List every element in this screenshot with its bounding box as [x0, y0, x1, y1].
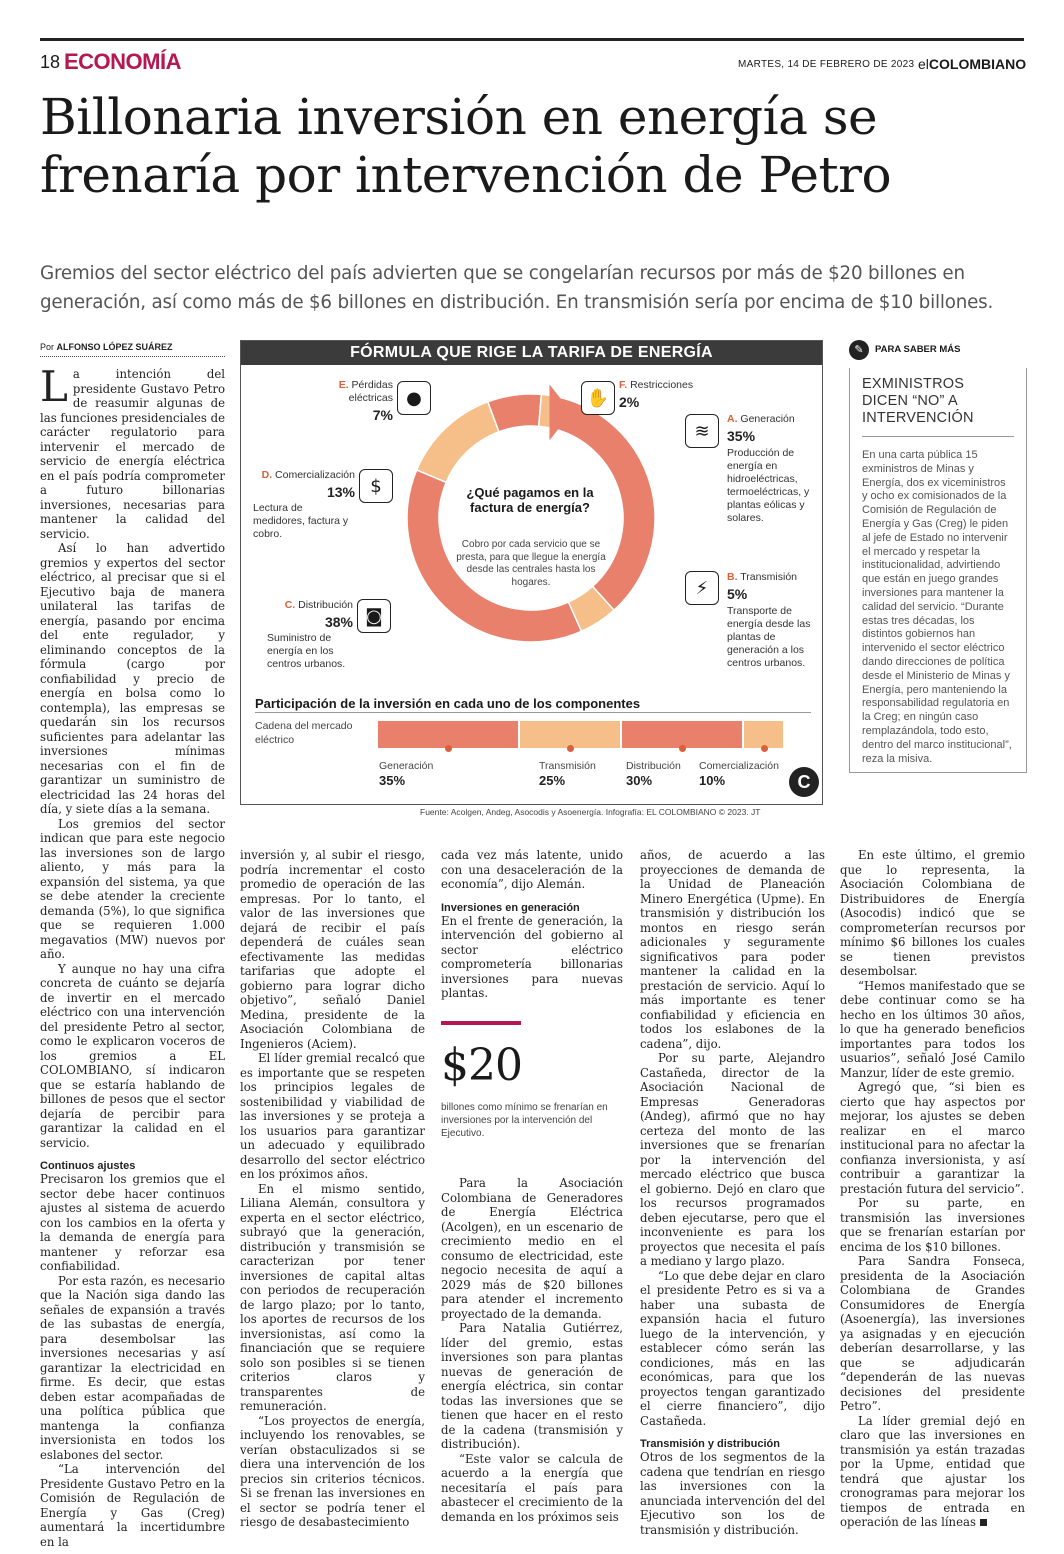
paragraph: Para la Asociación Colombiana de Generadores de Energía Eléctrica (Acolgen), en un escenario de crecimiento medio en el consumo de electricidad, este negocio necesita de aquí a 2029 más de $20 billones para atender el incremento proyectado de la demanda. — [441, 1176, 623, 1321]
label-name: Generación — [740, 413, 795, 425]
byline-author: ALFONSO LÓPEZ SUÁREZ — [56, 342, 173, 352]
highlight-rule — [441, 1021, 521, 1025]
label-letter: C. — [284, 599, 296, 611]
bar-label — [539, 759, 596, 788]
label-letter: A. — [727, 413, 738, 425]
segment-marker — [761, 745, 768, 752]
label-percent: 13% — [326, 484, 355, 500]
label-distribucion — [267, 599, 353, 671]
drop-cap: L — [40, 362, 68, 411]
bar-segment-comercializaci-n — [744, 721, 783, 748]
label-perdidas — [303, 379, 393, 423]
headline: Billonaria inversión en energía se frenaría por intervención de Petro — [40, 88, 892, 204]
label-description: Lectura de medidores, factura y cobro. — [253, 502, 349, 540]
bar-segment-transmisi-n — [520, 721, 620, 748]
paragraph: Para Natalia Gutiérrez, líder del gremio, estas inversiones son para plantas nuevas de generación de energía eléctrica, sin contar todas las inversiones que se tienen que hacer en el resto de la cadena (transmisión y distribución). — [441, 1321, 623, 1451]
paragraph: Para Sandra Fonseca, presidenta de la Asociación Colombiana de Grandes Consumidores de Energía (Asoenergía), las inversiones ya asignadas y en ejecución deberían desarrollarse, y las que se adjudicarán “dependerán de las nuevas decisiones del presidente Petro”. — [840, 1254, 1025, 1413]
restriction-hand-icon: ✋ — [581, 381, 615, 415]
article-column-5 — [840, 848, 1025, 1530]
brand-prefix: el — [918, 56, 929, 72]
page-number: 18 — [40, 52, 61, 72]
newspaper-logo[interactable] — [918, 56, 1026, 72]
subhead: Continuos ajustes — [40, 1160, 136, 1172]
paragraph: Los gremios del sector indican que para este negocio las inversiones son de largo aliento, y más para la expansión del sistema, ya que se debe atender la creciente demanda (5%), lo que significa que se requieren 1.000 megavatios (MW) nuevos por año. — [40, 816, 225, 961]
article-column-3-bottom — [441, 1176, 623, 1524]
paragraph-text: a intención del presidente Gustavo Petro de reasumir algunas de las funciones presidenciales de carácter regulatorio para intervenir el mercado de servicio de energía eléctrica en el país podría comprometer a futuro billonarias inversiones, necesarias para mantener la calidad del servicio. — [40, 367, 225, 541]
paragraph: Agregó que, “si bien es cierto que hay aspectos por mejorar, los ajustes se deben realizar en el marco institucional para no afectar la confianza inversionista, y así contribuir a garantizar la prestación futura del servicio”. — [840, 1080, 1025, 1196]
bar-label-percent: 25% — [539, 773, 566, 788]
money-icon: $ — [359, 469, 393, 503]
label-name: Pérdidas eléctricas — [348, 379, 393, 404]
sidebar-kicker — [849, 340, 1027, 360]
byline-prefix: Por — [40, 342, 55, 352]
infographic-source: Fuente: Acolgen, Andeg, Asocodis y Asoenergía. Infografía: EL COLOMBIANO © 2023. JT — [420, 807, 761, 817]
subchart-title: Participación de la inversión en cada uno de los componentes — [255, 696, 641, 711]
paragraph: Otros de los segmentos de la cadena que tendrían en riesgo las inversiones con la anunciada intervención del del Ejecutivo son los de transmisión y distribución. — [640, 1450, 825, 1537]
subchart-rule — [255, 712, 811, 713]
lightbulb-icon: ✎ — [849, 340, 869, 360]
sidebar-box — [849, 368, 1027, 773]
donut-center-text: Cobro por cada servicio que se presta, para que llegue la energía desde las centrales hasta los hogares. — [456, 539, 606, 588]
dam-icon: ≋ — [685, 414, 719, 448]
label-percent: 35% — [727, 428, 756, 444]
paragraph: años, de acuerdo a las proyecciones de demanda de la Unidad de Planeación Minero Energética (Upme). En transmisión y distribución los montos en riesgo serán adicionales y seguramente significativos para poder mantener la calidad en la prestación de servicio. Aquí lo más importante es tener confiabilidad y eficiencia en todos los eslabones de la cadena”, dijo. — [640, 848, 825, 1051]
issue-date: MARTES, 14 DE FEBRERO DE 2023 — [738, 59, 915, 70]
paragraph: cada vez más latente, unido con una desaceleración de la economía”, dijo Alemán. — [441, 848, 623, 891]
bar-label-percent: 10% — [699, 773, 726, 788]
donut-center-question: ¿Qué pagamos en la factura de energía? — [466, 485, 594, 515]
highlight-caption: billones como mínimo se frenarían en inversiones por la intervención del Ejecutivo. — [441, 1102, 608, 1139]
dek: Gremios del sector eléctrico del país advierten que se congelarían recursos por más de $20 billones en generación, así como más de $6 billones en distribución. En transmisión sería por encima de $10 billones. — [40, 263, 994, 313]
label-percent: 2% — [619, 394, 640, 410]
subhead: Inversiones en generación — [441, 901, 580, 914]
paragraph — [840, 1414, 1025, 1530]
segment-marker — [679, 745, 686, 752]
byline — [40, 342, 225, 357]
paragraph-text: La líder gremial dejó en claro que las inversiones en transmisión ya están trazadas por la Upme, entidad que tendrá que ajustar los cronogramas para mejorar los tiempos de entrada en operación de las líneas — [840, 1413, 1025, 1529]
paragraph: En el frente de generación, la intervención del gobierno al sector eléctrico comprometería billonarias inversiones para nuevas plantas. — [441, 913, 623, 1000]
infographic — [240, 340, 823, 805]
label-name: Comercialización — [275, 469, 355, 481]
paragraph: “Este valor se calcula de acuerdo a la energía que necesitaría el país para abastecer el crecimiento de la demanda en los próximos seis — [441, 1451, 623, 1524]
paragraph: En el mismo sentido, Liliana Alemán, consultora y experta en el sector eléctrico, subrayó que la generación, distribución y transmisión se caracterizan por tener inversiones de capital altas con periodos de recuperación de largo plazo; por lo tanto, los aportes de recursos de los inversionistas, así como la financiación que se requiere solo son posibles si se tienen criterios claros y transparentes de remuneración. — [240, 1181, 425, 1413]
paragraph: Así lo han advertido gremios y expertos del sector eléctrico, al precisar que si el Ejecutivo baja de manera unilateral las tarifas de energía, pasando por encima del ente regulador, y eliminando conceptos de la fórmula (cargo por confiabilidad y precio de energía en bolsa como lo contempla), las empresas se quedarán sin los recursos suficientes para adelantar las inversiones mínimas necesarias con el fin de garantizar un suministro de electricidad las 24 horas del día, y siete días a la semana. — [40, 541, 225, 816]
thief-mask-icon: ● — [397, 381, 431, 415]
label-comercializacion — [253, 469, 355, 541]
paragraph: “La intervención del Presidente Gustavo Petro en la Comisión de Regulación de Energía y Gas (Creg) aumentará la incertidumbre en la — [40, 1462, 225, 1549]
sidebar-title: EXMINISTROS DICEN “NO” A INTERVENCIÓN — [862, 368, 1014, 437]
label-name: Distribución — [298, 599, 353, 611]
label-restricciones — [619, 379, 719, 410]
segment-marker — [567, 745, 574, 752]
paragraph: inversión y, al subir el riesgo, podría incrementar el costo promedio de operación de las empresas. Por lo tanto, el valor de las inversiones que dejará de recibir el país dependerá de cuáles sean efectivamente las medidas tarifarias que adopte el gobierno para lograr dicho objetivo”, señaló Daniel Medina, presidente de la Asociación Colombiana de Ingenieros (Aciem). — [240, 848, 425, 1051]
label-percent: 38% — [324, 614, 353, 630]
bar-label-percent: 30% — [626, 773, 653, 788]
label-transmision — [727, 571, 821, 670]
power-outlet-icon: ◙ — [357, 599, 391, 633]
label-letter: D. — [261, 469, 273, 481]
bar-label — [379, 759, 433, 788]
highlight-number: $20 — [441, 1040, 522, 1091]
paragraph: Precisaron los gremios que el sector debe hacer continuos ajustes al sistema de acuerdo con los cambios en la oferta y la demanda de energía para mantener y reforzar esa confiabilidad. — [40, 1172, 225, 1273]
paragraph: El líder gremial recalcó que es importante que se respeten los principios legales de sostenibilidad y viabilidad de las inversiones y se proteja a los usuarios para garantizar un adecuado y equilibrado desarrollo del sector eléctrico en los próximos años. — [240, 1051, 425, 1181]
section-name[interactable]: ECONOMÍA — [64, 49, 181, 74]
subhead: Transmisión y distribución — [640, 1438, 780, 1450]
bar-label-name: Distribución — [626, 760, 681, 772]
colombiano-c-logo: C — [789, 767, 819, 797]
label-letter: F. — [619, 379, 628, 391]
paragraph — [40, 362, 225, 541]
sidebar-kicker-text: PARA SABER MÁS — [875, 344, 961, 355]
paragraph: “Los proyectos de energía, incluyendo los renovables, se verían obstaculizados si se diera una intervención de los precios sin criterios técnicos. Si se frenan las inversiones en el sector se podría tener el riesgo de desabastecimiento — [240, 1413, 425, 1529]
bar-label-percent: 35% — [379, 773, 406, 788]
brand-name: COLOMBIANO — [928, 56, 1027, 72]
label-description: Producción de energía en hidroeléctricas, termoeléctricas, y plantas eólicas y solares. — [727, 447, 810, 524]
paragraph: “Lo que debe dejar en claro el presidente Petro es si va a haber una subasta de expansión hacia el futuro luego de la intervención, y establecer cómo serán las condiciones, más en las económicas, para que los proyectos tengan garantizado el cierre financiero”, dijo Castañeda. — [640, 1268, 825, 1428]
top-rule — [40, 38, 1024, 41]
bar-label — [699, 759, 779, 788]
paragraph: En este último, el gremio que lo representa, la Asociación Colombiana de Distribuidores de Energía (Asocodis) indicó que se comprometerían recursos por mínimo $6 billones los cuales se tienen previstos desembolsar. — [840, 848, 1025, 978]
article-column-4 — [640, 848, 825, 1537]
label-description: Transporte de energía desde las plantas de generación a los centros urbanos. — [727, 605, 811, 669]
paragraph: “Hemos manifestado que se debe continuar como se ha hecho en los últimos 30 años, lo que ha generado beneficios importantes para todos los usuarios”, señaló José Camilo Manzur, líder de este gremio. — [840, 978, 1025, 1080]
label-percent: 7% — [372, 407, 393, 423]
infographic-title: FÓRMULA QUE RIGE LA TARIFA DE ENERGÍA — [241, 341, 822, 365]
bar-label-name: Generación — [379, 760, 434, 772]
bar-label-name: Transmisión — [539, 760, 596, 772]
paragraph: Por esta razón, es necesario que la Nación siga dando las señales de expansión a través de las subastas de energía, para desembolsar las inversiones necesarias y así garantizar la electricidad en firme. Es decir, que estas deben estar acompañadas de una política pública que mantenga la confianza inversionista en todos los eslabones del sector. — [40, 1273, 225, 1462]
paragraph: Por su parte, en transmisión las inversiones que se frenarían estarían por encima de los $10 billones. — [840, 1196, 1025, 1254]
label-name: Restricciones — [630, 379, 694, 391]
article-column-2 — [240, 848, 425, 1530]
label-description: Suministro de energía en los centros urbanos. — [267, 632, 346, 670]
bar-segment-generaci-n — [378, 721, 518, 748]
end-mark — [980, 1519, 987, 1526]
bar-segment-distribuci-n — [622, 721, 742, 748]
label-percent: 5% — [727, 586, 748, 602]
segment-marker — [445, 745, 452, 752]
paragraph: Y aunque no hay una cifra concreta de cuánto se dejaría de invertir en el mercado eléctrico con una intervención del presidente Petro al sector, como le explicaron voceros de los gremios a EL COLOMBIANO, sí indicaron que se estaría hablando de billones de pesos que el sector dejaría de percibir para garantizar la calidad en el servicio. — [40, 961, 225, 1150]
donut-slice-comercializaci-n — [417, 402, 499, 483]
label-generacion — [727, 413, 821, 525]
article-column-3-top — [441, 848, 623, 1001]
chain-label: Cadena del mercado eléctrico — [255, 720, 353, 746]
sidebar-text: En una carta pública 15 exministros de Minas y Energía, dos ex viceministros y ocho ex comisionados de la Comisión de Regulación de Energía y Gas (Creg) le piden al jefe de Estado no intervenir el mercado y respetar la institucionalidad, advirtiendo que están en juego grandes inversiones para mantener la calidad del servicio. “Durante estas tres décadas, los distintos gobiernos han intervenido el sector eléctrico dando direcciones de política desde el Ministerio de Minas y Energía, pero manteniendo la responsabilidad regulatoria en la Creg; en ningún caso remplazándola, todo esto, dentro del marco institucional”, reza la misiva. — [862, 449, 1012, 765]
sidebar — [849, 340, 1027, 773]
bar-label-name: Comercialización — [699, 760, 779, 772]
transmission-tower-icon: ⚡ — [685, 571, 719, 605]
paragraph: Por su parte, Alejandro Castañeda, director de la Asociación Nacional de Empresas Generadoras (Andeg), afirmó que no hay certeza del monto de las inversiones que se frenarían por la intervención del mercado eléctrico que busca el gobierno. Dejó en claro que los recursos programados deben ejecutarse, pero que el inconveniente es para los proyectos que necesita el país a mediano y largo plazo. — [640, 1051, 825, 1268]
label-letter: E. — [338, 379, 349, 391]
article-column-1 — [40, 342, 225, 1549]
bar-label — [626, 759, 681, 788]
label-name: Transmisión — [740, 571, 798, 583]
label-letter: B. — [727, 571, 738, 583]
